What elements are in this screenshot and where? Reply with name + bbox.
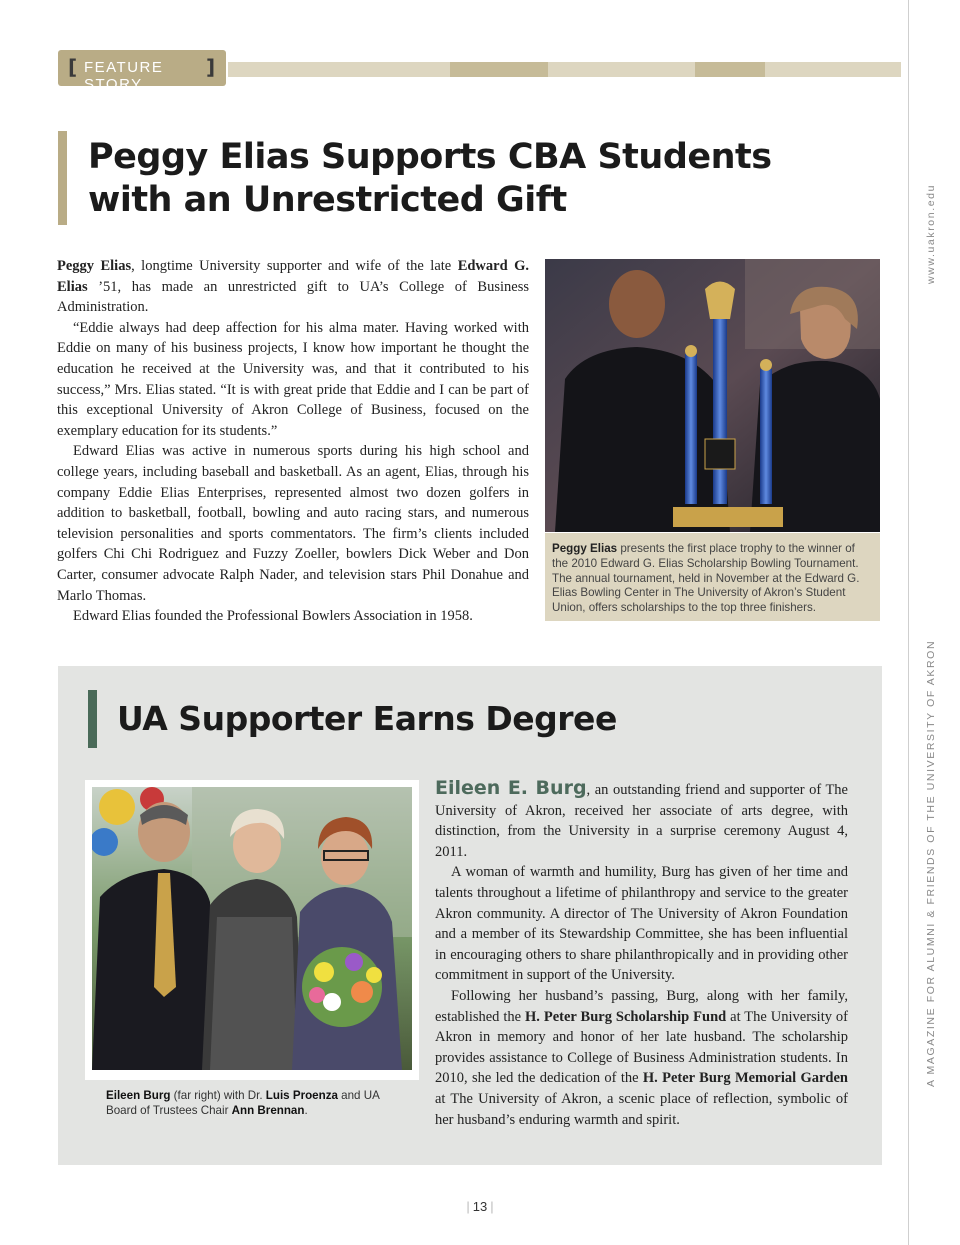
- trophy-photo-caption: Peggy Elias presents the first place trophy to the winner of the 2010 Edward G. Elias Scholarship Bowling Tournament. The annual tournament, held in November at the Edward G. Elias Bowling Center in The University of Akron’s Student Union, offers scholarships to the top three finishers.: [545, 533, 880, 621]
- story1-paragraph: Edward Elias founded the Professional Bowlers Association in 1958.: [73, 608, 473, 625]
- tagline-vertical: A MAGAZINE FOR ALUMNI & FRIENDS OF THE UNIVERSITY OF AKRON: [925, 639, 937, 1087]
- lead-name: Eileen E. Burg: [435, 777, 587, 799]
- story2-paragraph: Eileen E. Burg, an outstanding friend and supporter of The University of Akron, received her associate of arts degree, with distinction, from the University in a surprise ceremony August 4, 2011.: [435, 777, 848, 860]
- open-bracket: [: [68, 55, 78, 79]
- decorative-strip: [228, 62, 901, 77]
- story1-paragraph: Peggy Elias, longtime University supporter and wife of the late Edward G. Elias ’51, has made an unrestricted gift to UA’s College of Business Administration.: [57, 258, 529, 316]
- story2-title: UA Supporter Earns Degree: [117, 699, 617, 738]
- trophy-photo: [545, 259, 880, 532]
- section-label: FEATURE STORY: [84, 59, 164, 93]
- story1-paragraph: Edward Elias was active in numerous sports during his high school and college years, including baseball and basketball. As an agent, Elias, through his company Eddie Elias Enterprises, represented almost two dozen golfers in addition to basketball, football, bowling and auto racing stars, and numerous television personalities and sports commentators. The firm’s clients included golfers Chi Chi Rodriguez and Fuzzy Zoeller, bowlers Dick Weber and Don Carter, consumer advocate Ralph Nader, and television stars Phil Donahue and Marlo Thomas.: [57, 443, 529, 604]
- title-accent-bar: [88, 690, 97, 748]
- ceremony-photo-caption: Eileen Burg (far right) with Dr. Luis Proenza and UA Board of Trustees Chair Ann Brennan.: [106, 1089, 380, 1117]
- website-vertical: www.uakron.edu: [925, 183, 937, 284]
- close-bracket: ]: [206, 55, 216, 79]
- title-accent-bar: [58, 131, 67, 225]
- section-header-band: [58, 50, 901, 93]
- story2-paragraph: A woman of warmth and humility, Burg has given of her time and talents throughout a lifetime of philanthropy and service to the greater Akron community. A director of The University of Akron Foundation and a member of its Stewardship Committee, she has been influential in encouraging others to share philanthropically and in providing other commitment in support of the University.: [435, 864, 848, 984]
- story1-title: Peggy Elias Supports CBA Students with an Unrestricted Gift: [88, 137, 772, 220]
- story2-body: [435, 778, 848, 1130]
- ceremony-photo: [92, 787, 412, 1070]
- page-number: | 13 |: [466, 1199, 494, 1214]
- story1-body: [57, 256, 529, 627]
- story1-paragraph: “Eddie always had deep affection for his alma mater. Having worked with Eddie on many of his business projects, I know how important he thought the education he received at the University was, and that it contributed to his success,” Mrs. Elias stated. “It is with great pride that Eddie and I can be part of this exceptional University of Akron College of Business, focused on the exemplary education for its students.”: [57, 319, 529, 439]
- feature-story-tab: [58, 50, 226, 93]
- story2-paragraph: Following her husband’s passing, Burg, along with her family, established the H. Peter Burg Scholarship Fund at The University of Akron in memory and honor of her late husband. The scholarship provides assistance to College of Business Administration students. In 2010, she led the dedication of the H. Peter Burg Memorial Garden at The University of Akron, a scenic place of reflection, symbolic of her husband’s enduring warmth and spirit.: [435, 987, 848, 1128]
- margin-rule: [908, 0, 909, 1245]
